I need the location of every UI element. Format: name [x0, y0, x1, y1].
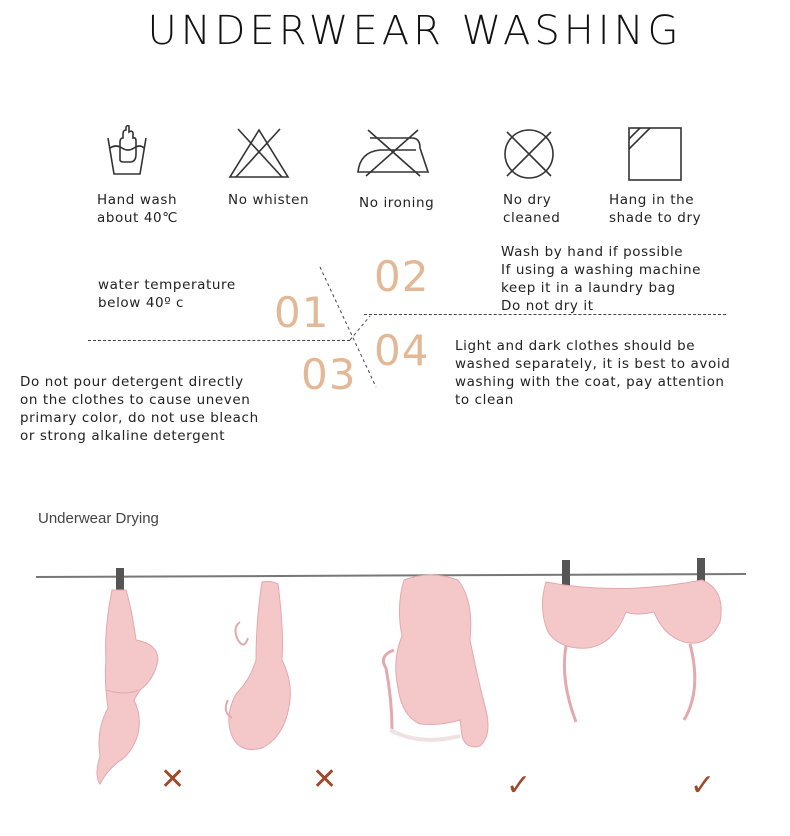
hand-wash-icon: [106, 124, 148, 176]
drying-result-1: ✕: [160, 762, 186, 797]
tip-number-04: 04: [374, 326, 430, 375]
drying-title: Underwear Drying: [38, 510, 159, 527]
drying-illustration: [0, 540, 790, 800]
garment-hung-center: [383, 575, 488, 747]
no-ironing-icon: [356, 128, 430, 178]
no-dry-clean-icon: [500, 126, 558, 182]
shade-dry-icon: [628, 127, 682, 181]
no-whiten-icon: [228, 127, 290, 179]
care-label-no-ironing: No ironing: [359, 195, 435, 211]
garment-hung-by-strap: [97, 568, 158, 784]
tip-number-03: 03: [301, 350, 357, 399]
tip-text-03: Do not pour detergent directly on the clothes to cause uneven primary color, do not use bleach or strong alkaline detergent: [20, 374, 259, 444]
drying-result-2: ✕: [312, 762, 338, 797]
garment-folded-over-line: [226, 581, 291, 749]
drying-result-4: ✓: [690, 768, 716, 803]
tip-number-01: 01: [274, 288, 330, 337]
tip-number-02: 02: [374, 252, 430, 301]
drying-result-3: ✓: [506, 768, 532, 803]
care-label-shade-dry: Hang in the shade to dry: [609, 192, 702, 226]
care-label-hand-wash: Hand wash about 40℃: [97, 192, 178, 226]
care-label-no-whiten: No whisten: [228, 192, 310, 208]
care-label-no-dry-clean: No dry cleaned: [503, 192, 561, 226]
page-title: UNDERWEAR WASHING: [147, 8, 683, 54]
tip-text-02: Wash by hand if possible If using a washing machine keep it in a laundry bag Do not dry it: [501, 244, 702, 314]
garment-hung-by-band: [542, 558, 721, 722]
tip-text-04: Light and dark clothes should be washed separately, it is best to avoid washing with the coat, pay attention to clean: [455, 338, 731, 408]
tip-text-01: water temperature below 40º c: [98, 277, 236, 311]
